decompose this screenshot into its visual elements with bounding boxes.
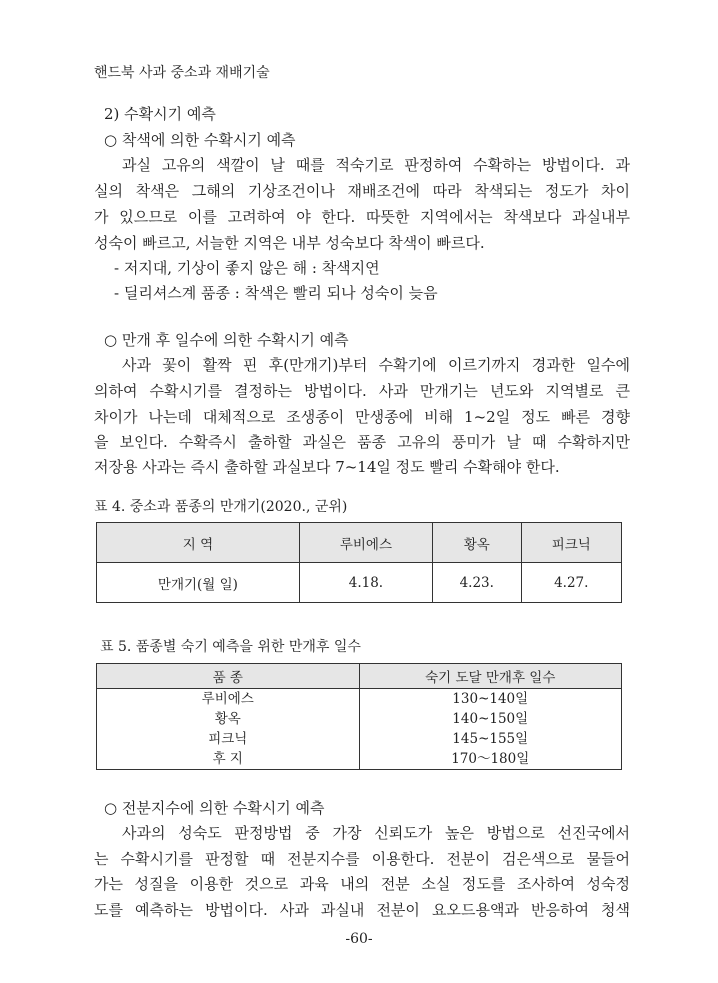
paragraph-line: 가는 성질을 이용한 것으로 과육 내의 전분 소실 정도를 조사하여 성숙정 [94, 875, 630, 893]
table-cell: 루비에스 [201, 691, 254, 707]
table-cell: 130~140일 [452, 691, 529, 707]
table4-bloom-dates [96, 522, 622, 603]
paragraph-line: 성숙이 빠르고, 서늘한 지역은 내부 성숙보다 착색이 빠르다. [94, 234, 485, 252]
page-number: -60- [345, 931, 373, 947]
table-cell: 4.27. [521, 563, 621, 603]
table-header-cell: 품 종 [97, 664, 360, 689]
paragraph-line: 는 수확시기를 판정할 때 전분지수를 이용한다. 전분이 검은색으로 물들어 [94, 850, 630, 868]
table-row [97, 689, 622, 770]
table-cell: 후 지 [212, 751, 243, 767]
days-column [359, 689, 622, 770]
table-header-cell: 황옥 [433, 523, 522, 563]
bullet-item: - 저지대, 기상이 좋지 않은 해 : 착색지연 [114, 259, 380, 277]
table-cell: 4.23. [433, 563, 522, 603]
table-cell: 황옥 [214, 711, 241, 727]
subsection-title-coloring: ○ 착색에 의한 수확시기 예측 [104, 131, 296, 149]
table-header-cell: 피크닉 [521, 523, 621, 563]
table-header-row [97, 664, 622, 689]
variety-column [97, 689, 360, 770]
table-cell: 피크닉 [208, 731, 248, 747]
subsection-title-starch: ○ 전분지수에 의한 수확시기 예측 [104, 799, 325, 817]
paragraph-line: 사과 꽃이 활짝 핀 후(만개기)부터 수확기에 이르기까지 경과한 일수에 [122, 356, 630, 374]
paragraph-line: 을 보인다. 수확즉시 출하할 과실은 품종 고유의 풍미가 날 때 수확하지만 [94, 433, 630, 451]
table-cell: 140~150일 [452, 711, 529, 727]
paragraph-line: 차이가 나는데 대체적으로 조생종이 만생종에 비해 1~2일 정도 빠른 경향 [94, 408, 630, 426]
table-header-cell: 루비에스 [299, 523, 432, 563]
paragraph-line: 가 있으므로 이를 고려하여 야 한다. 따뜻한 지역에서는 착색보다 과실내부 [94, 208, 630, 226]
running-header: 핸드북 사과 중소과 재배기술 [94, 65, 270, 81]
paragraph-line: 실의 착색은 그해의 기상조건이나 재배조건에 따라 착색되는 정도가 차이 [94, 182, 630, 200]
table-cell: 4.18. [299, 563, 432, 603]
section-title: 2) 수확시기 예측 [104, 105, 216, 123]
table-cell: 만개기(월 일) [97, 563, 300, 603]
table-cell: 170～180일 [451, 751, 530, 767]
table-row [97, 563, 622, 603]
table-cell: 145~155일 [452, 731, 529, 747]
paragraph-line: 저장용 사과는 즉시 출하할 과실보다 7~14일 정도 빨리 수확해야 한다. [94, 458, 560, 476]
table-header-cell: 지 역 [97, 523, 300, 563]
table5-caption: 표 5. 품종별 숙기 예측을 위한 만개후 일수 [100, 639, 361, 655]
table-header-row [97, 523, 622, 563]
bullet-item: - 딜리셔스계 품종 : 착색은 빨리 되나 성숙이 늦음 [114, 284, 438, 302]
subsection-title-bloom-days: ○ 만개 후 일수에 의한 수확시기 예측 [104, 331, 349, 349]
paragraph-line: 과실 고유의 색깔이 날 때를 적숙기로 판정하여 수확하는 방법이다. 과 [122, 156, 630, 174]
table5-days-after-bloom [96, 663, 622, 770]
paragraph-line: 도를 예측하는 방법이다. 사과 과실내 전분이 요오드용액과 반응하여 청색 [94, 901, 630, 919]
table4-caption: 표 4. 중소과 품종의 만개기(2020., 군위) [94, 499, 348, 515]
paragraph-line: 의하여 수확시기를 결정하는 방법이다. 사과 만개기는 년도와 지역별로 큰 [94, 382, 630, 400]
table-header-cell: 숙기 도달 만개후 일수 [359, 664, 622, 689]
paragraph-line: 사과의 성숙도 판정방법 중 가장 신뢰도가 높은 방법으로 선진국에서 [122, 824, 630, 842]
